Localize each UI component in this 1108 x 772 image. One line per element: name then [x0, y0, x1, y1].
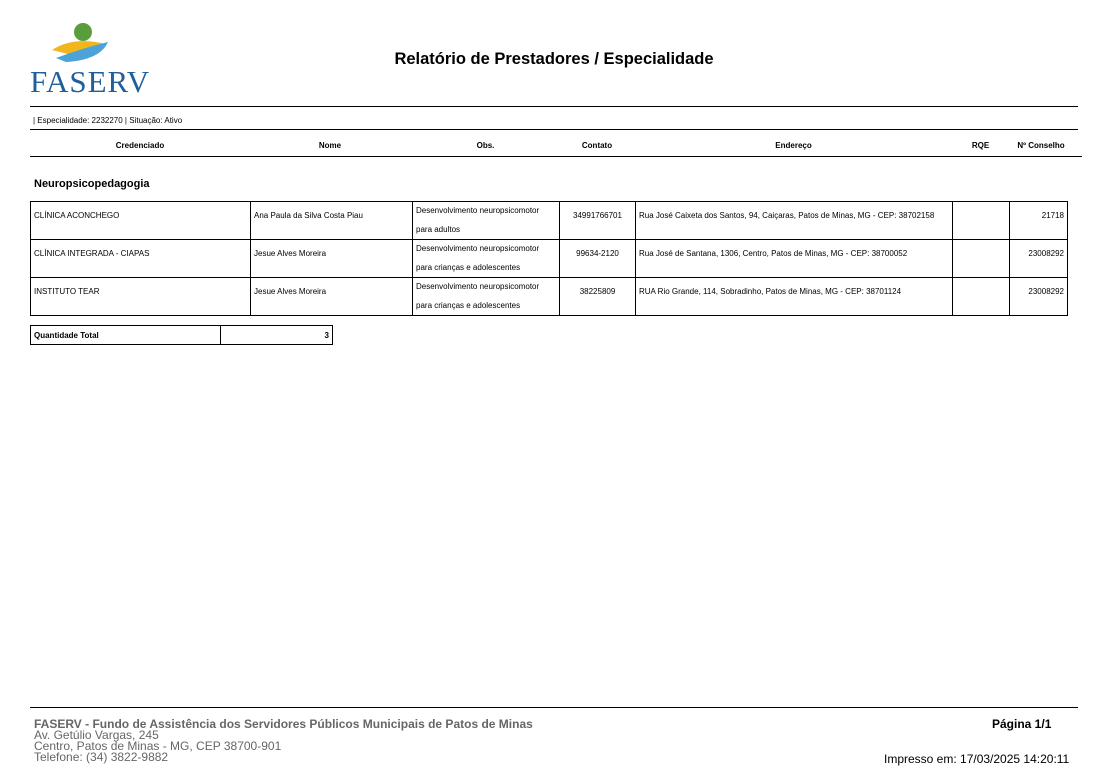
column-headers: [30, 141, 1082, 153]
col-rqe: RQE: [971, 141, 990, 150]
logo-text: FASERV: [30, 64, 151, 99]
cell-credenciado: INSTITUTO TEAR: [31, 278, 251, 316]
cell-contato: 99634-2120: [560, 240, 636, 278]
cell-nome: Ana Paula da Silva Costa Piau: [251, 202, 413, 240]
cell-endereco: Rua José Caixeta dos Santos, 94, Caiçaras, Patos de Minas, MG - CEP: 38702158: [636, 202, 953, 240]
cell-obs: [413, 202, 560, 240]
cell-rqe: [953, 240, 1010, 278]
obs-line2: para crianças e adolescentes: [416, 301, 521, 310]
col-obs: Obs.: [476, 141, 495, 150]
table-row: [31, 278, 1068, 316]
cell-conselho: 21718: [1010, 202, 1068, 240]
footer-address1: Av. Getúlio Vargas, 245: [34, 728, 159, 742]
cell-obs: [413, 240, 560, 278]
filter-divider: [30, 129, 1078, 130]
col-endereco: Endereço: [775, 141, 812, 150]
obs-line2: para crianças e adolescentes: [416, 263, 521, 272]
group-title: Neuropsicopedagogia: [34, 178, 150, 190]
table-row: [31, 202, 1068, 240]
col-credenciado: Credenciado: [115, 141, 165, 150]
cell-nome: Jesue Alves Moreira: [251, 240, 413, 278]
providers-table: [30, 201, 1068, 316]
cell-endereco: Rua José de Santana, 1306, Centro, Patos de Minas, MG - CEP: 38700052: [636, 240, 953, 278]
header-divider: [30, 106, 1078, 107]
obs-line2: para adultos: [416, 225, 461, 234]
col-contato: Contato: [581, 141, 613, 150]
col-nome: Nome: [318, 141, 342, 150]
page-number: Página 1/1: [992, 717, 1052, 731]
cell-contato: 38225809: [560, 278, 636, 316]
col-conselho: Nº Conselho: [1017, 141, 1065, 150]
columns-divider: [30, 156, 1082, 157]
total-label: Quantidade Total: [31, 326, 221, 345]
footer-phone: Telefone: (34) 3822-9882: [34, 750, 169, 764]
footer-address2: Centro, Patos de Minas - MG, CEP 38700-901: [34, 739, 282, 753]
table-row: [31, 240, 1068, 278]
obs-line1: Desenvolvimento neuropsicomotor: [416, 282, 540, 291]
filter-line: | Especialidade: 2232270 | Situação: Ativo: [33, 116, 183, 125]
printed-date: Impresso em: 17/03/2025 14:20:11: [884, 752, 1070, 766]
cell-contato: 34991766701: [560, 202, 636, 240]
cell-credenciado: CLÍNICA ACONCHEGO: [31, 202, 251, 240]
cell-conselho: 23008292: [1010, 278, 1068, 316]
obs-line1: Desenvolvimento neuropsicomotor: [416, 206, 540, 215]
footer-org: FASERV - Fundo de Assistência dos Servidores Públicos Municipais de Patos de Minas: [34, 717, 533, 731]
report-title: Relatório de Prestadores / Especialidade: [394, 50, 714, 68]
cell-nome: Jesue Alves Moreira: [251, 278, 413, 316]
obs-line1: Desenvolvimento neuropsicomotor: [416, 244, 540, 253]
total-value: 3: [221, 326, 333, 345]
cell-endereco: RUA Rio Grande, 114, Sobradinho, Patos de Minas, MG - CEP: 38701124: [636, 278, 953, 316]
cell-rqe: [953, 202, 1010, 240]
cell-credenciado: CLÍNICA INTEGRADA - CIAPAS: [31, 240, 251, 278]
total-table: [30, 325, 333, 345]
footer-divider: [30, 707, 1078, 708]
cell-conselho: 23008292: [1010, 240, 1068, 278]
cell-obs: [413, 278, 560, 316]
cell-rqe: [953, 278, 1010, 316]
